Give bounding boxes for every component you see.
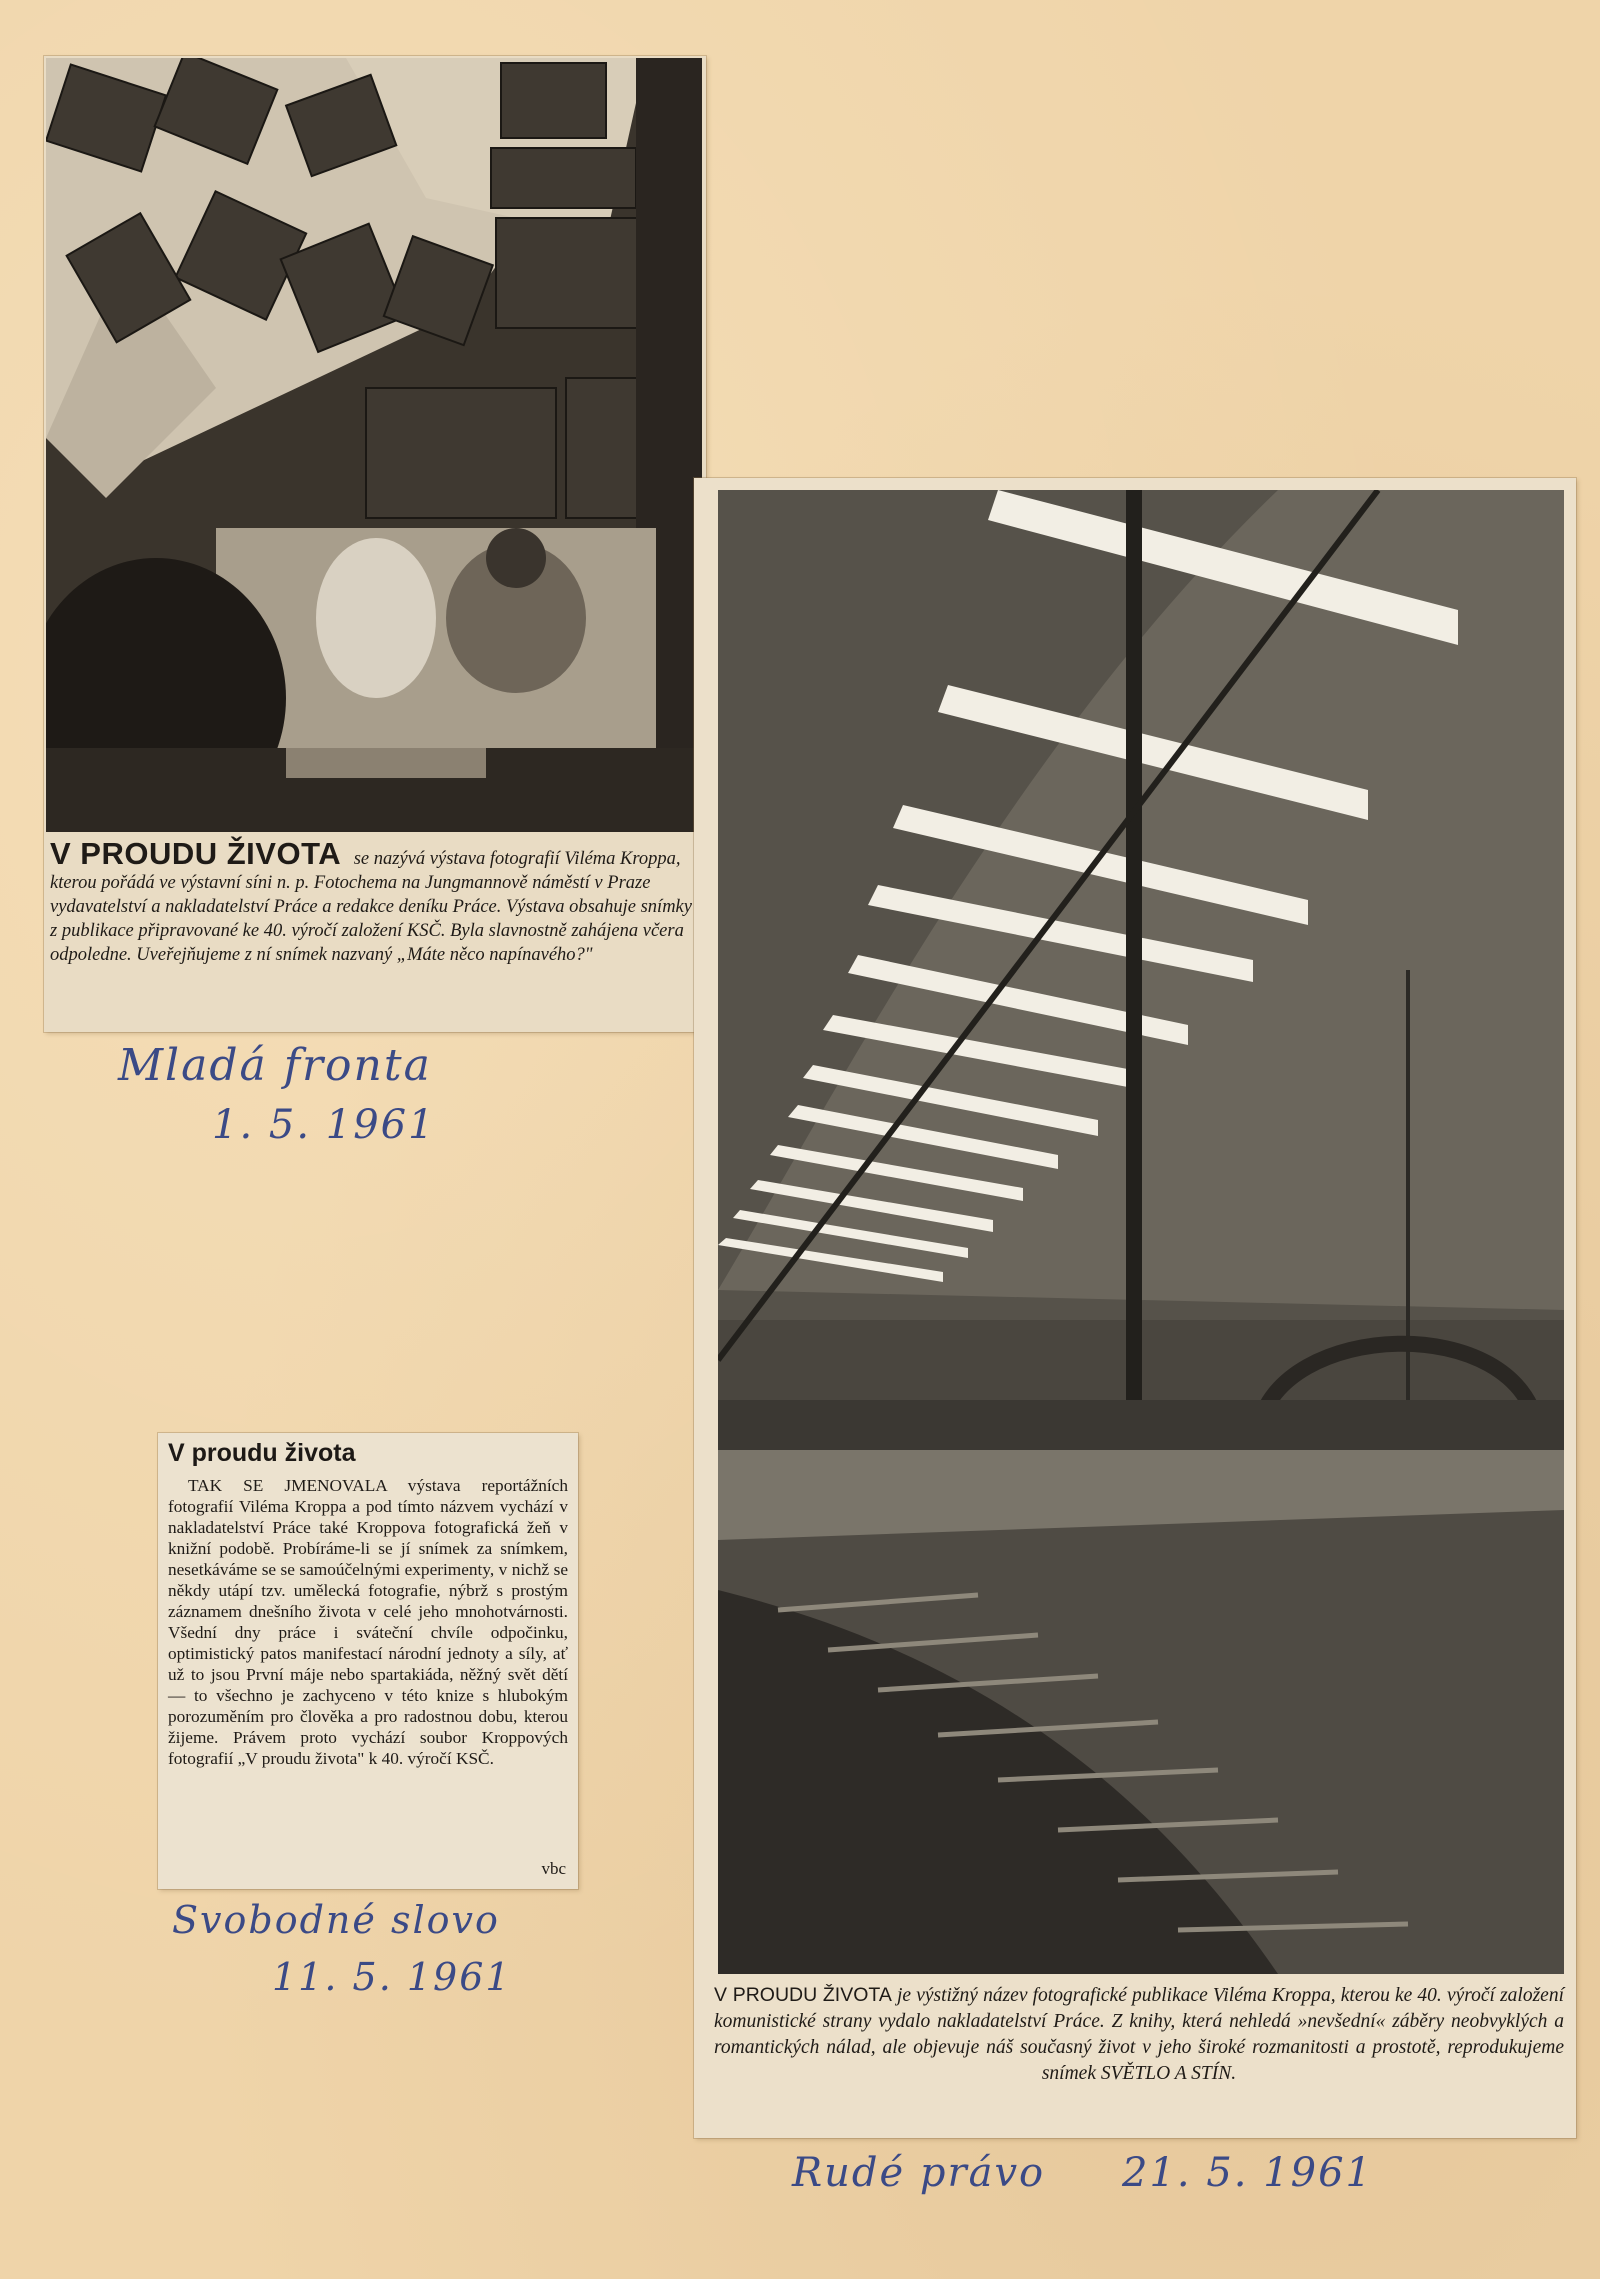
photo-light-and-shadow-graphic — [718, 490, 1564, 1974]
caption-text-3: je výstižný název fotografické publikace Viléma Kroppa, kterou ke 40. výročí založení komunistické strany vydalo nakladatelství Práce. Z knihy, která nehledá »nevšední« záběry neobvyklých a romantických nálad, ale objevuje náš současný život v jeho široké rozmanitosti a prostotě, reprodukujeme snímek SVĚTLO A STÍN. — [714, 1985, 1564, 2084]
caption-lead: V PROUDU ŽIVOTA — [714, 1984, 892, 2006]
caption-text: se nazývá výstava fotografií Viléma Kroppa, kterou pořádá ve výstavní síni n. p. Fotochema na Jungmannově náměstí v Praze vydavatelství a nakladatelství Práce a redakce deníku Práce. Výstava obsahuje snímky z publikace připravované ke 40. výročí založení KSČ. Byla slavnostně zahájena včera odpoledne. Uveřejňujeme z ní snímek nazvaný „Máte něco napínavého?" — [50, 849, 692, 965]
article-signature: vbc — [541, 1859, 566, 1878]
clipping-rude-pravo — [694, 478, 1576, 2138]
annotation-source-rude-pravo: Rudé právo — [792, 2150, 1046, 2196]
photo-exhibition-window — [46, 58, 702, 832]
headline-v-proudu-zivota-2: V proudu života — [168, 1439, 356, 1467]
clipping-mlada-fronta — [44, 56, 706, 1032]
headline-v-proudu-zivota: V PROUDU ŽIVOTA — [50, 836, 342, 871]
clipping-svobodne-slovo — [158, 1433, 578, 1889]
photo-svetlo-a-stin — [718, 490, 1564, 1974]
annotation-date-3: 21. 5. 1961 — [1122, 2150, 1374, 2196]
annotation-source-mlada-fronta: Mladá fronta — [118, 1040, 432, 1091]
annotation-date-1: 1. 5. 1961 — [212, 1102, 436, 1148]
annotation-source-svobodne-slovo: Svobodné slovo — [172, 1898, 500, 1942]
annotation-date-2: 11. 5. 1961 — [272, 1955, 512, 1999]
caption-exhibition — [50, 836, 700, 967]
article-body: TAK SE JMENOVALA výstava reportážních fotografií Viléma Kroppa a pod tímto názvem vychází v nakladatelství Práce také Kroppova fotografická žeň v knižní podobě. Probíráme-li se jí snímek za snímkem, nesetkáváme se se samoúčelnými experimenty, v nichž se někdy utápí tzv. umělecká fotografie, nýbrž s prostým záznamem dnešního života v celé jeho mnohotvárnosti. Všední dny práce i sváteční chvíle odpočinku, optimistický patos manifestací národní jednoty a síly, ať už to jsou První máje nebo spartakiáda, něžný svět dětí — to všechno je zachyceno v této knize s hlubokým porozuměním pro člověka a pro radostnou dobu, kterou žijeme. Právem proto vychází soubor Kroppových fotografií „V proudu života" k 40. výročí KSČ. — [168, 1476, 568, 1768]
caption-svetlo-a-stin — [714, 1982, 1564, 2087]
photo-exhibition-graphic — [46, 58, 702, 832]
